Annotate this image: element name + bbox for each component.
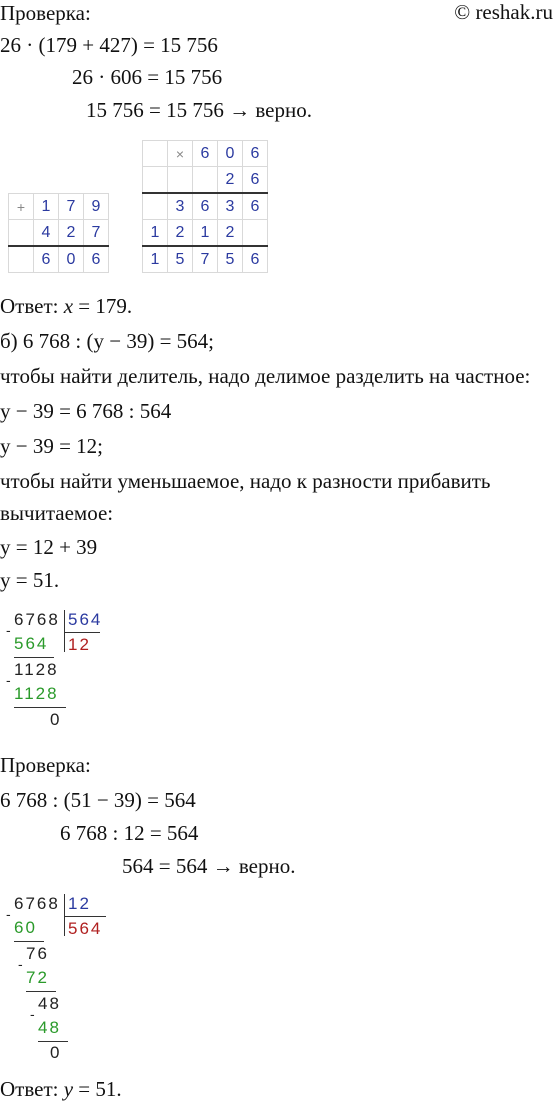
long-division-1: 6768 564 12 - 564 1128 - 1128 0 bbox=[6, 610, 103, 729]
check-line-3: 15 756 = 15 756 → верно. bbox=[86, 98, 312, 122]
step-2: y − 39 = 12; bbox=[0, 434, 104, 458]
grid-cell bbox=[143, 141, 168, 167]
answer-prefix: Ответ: bbox=[0, 1077, 64, 1101]
check-line-2: 26 · 606 = 15 756 bbox=[72, 65, 223, 89]
mul-digit: 6 bbox=[243, 141, 268, 167]
add-result-digit: 0 bbox=[59, 246, 84, 273]
mul-digit: 6 bbox=[243, 167, 268, 194]
answer-prefix: Ответ: bbox=[0, 294, 64, 318]
rule-minuend-b: вычитаемое: bbox=[0, 501, 114, 525]
step-4: y = 51. bbox=[0, 568, 60, 592]
mul-result-digit: 7 bbox=[193, 246, 218, 273]
add-digit: 1 bbox=[34, 194, 59, 220]
partial-digit: 6 bbox=[243, 193, 268, 220]
rule-divisor: чтобы найти делитель, надо делимое разделить на частное: bbox=[0, 364, 531, 388]
subtrahend-1: 564 bbox=[14, 634, 49, 653]
add-digit: 7 bbox=[59, 194, 84, 220]
add-digit: 7 bbox=[84, 220, 109, 247]
grid-cell bbox=[168, 167, 193, 194]
partial-digit: 2 bbox=[218, 220, 243, 247]
mul-result-digit: 1 bbox=[143, 246, 168, 273]
plus-sign: + bbox=[9, 194, 34, 220]
answer-value: = 179. bbox=[73, 294, 133, 318]
answer-variable: y bbox=[63, 1077, 74, 1101]
divisor: 12 bbox=[68, 894, 91, 913]
check2-line-3: 564 = 564 → верно. bbox=[122, 854, 296, 878]
partial-digit: 2 bbox=[168, 220, 193, 247]
step-3: y = 12 + 39 bbox=[0, 535, 98, 559]
grid-cell bbox=[243, 220, 268, 247]
check-line-1: 26 · (179 + 427) = 15 756 bbox=[0, 33, 218, 57]
mul-digit: 6 bbox=[193, 141, 218, 167]
divisor: 564 bbox=[68, 610, 103, 629]
addition-grid bbox=[8, 193, 109, 273]
partial-digit: 1 bbox=[143, 220, 168, 247]
mul-digit: 0 bbox=[218, 141, 243, 167]
partial-digit: 6 bbox=[193, 193, 218, 220]
long-division-2: 6768 12 564 - 60 76 - 72 48 - 48 0 bbox=[6, 892, 126, 1062]
add-result-digit: 6 bbox=[34, 246, 59, 273]
dividend: 6768 bbox=[14, 610, 60, 629]
answer-line-2 bbox=[0, 1076, 122, 1102]
remainder-1: 1128 bbox=[14, 660, 59, 679]
subtrahend-2: 1128 bbox=[14, 684, 59, 703]
remainder-2: 48 bbox=[38, 994, 61, 1013]
remainder-2: 0 bbox=[50, 710, 62, 729]
mul-digit: 2 bbox=[218, 167, 243, 194]
answer-variable: x bbox=[63, 294, 74, 318]
answer-value: = 51. bbox=[73, 1077, 122, 1101]
mul-result-digit: 5 bbox=[218, 246, 243, 273]
quotient: 12 bbox=[68, 635, 91, 654]
remainder-3: 0 bbox=[50, 1043, 62, 1062]
grid-cell bbox=[143, 167, 168, 194]
mul-result-digit: 6 bbox=[243, 246, 268, 273]
check-title-1: Проверка: bbox=[0, 1, 91, 25]
add-digit: 9 bbox=[84, 194, 109, 220]
grid-cell bbox=[9, 220, 34, 247]
site-watermark: © reshak.ru bbox=[454, 0, 553, 24]
remainder-1: 76 bbox=[26, 944, 49, 963]
mul-result-digit: 5 bbox=[168, 246, 193, 273]
check2-line-2: 6 768 : 12 = 564 bbox=[60, 821, 199, 845]
grid-cell bbox=[143, 193, 168, 220]
subtrahend-1: 60 bbox=[14, 918, 37, 937]
subtrahend-2: 72 bbox=[26, 968, 49, 987]
partial-digit: 3 bbox=[168, 193, 193, 220]
part-b-equation: б) 6 768 : (y − 39) = 564; bbox=[0, 329, 215, 353]
partial-digit: 1 bbox=[193, 220, 218, 247]
grid-cell bbox=[9, 246, 34, 273]
check-title-2: Проверка: bbox=[0, 753, 91, 777]
step-1: y − 39 = 6 768 : 564 bbox=[0, 399, 172, 423]
add-result-digit: 6 bbox=[84, 246, 109, 273]
grid-cell bbox=[193, 167, 218, 194]
add-digit: 2 bbox=[59, 220, 84, 247]
subtrahend-3: 48 bbox=[38, 1018, 61, 1037]
add-digit: 4 bbox=[34, 220, 59, 247]
times-sign: × bbox=[168, 141, 193, 167]
check2-line-1: 6 768 : (51 − 39) = 564 bbox=[0, 788, 196, 812]
answer-line-1 bbox=[0, 293, 132, 319]
quotient: 564 bbox=[68, 919, 103, 938]
partial-digit: 3 bbox=[218, 193, 243, 220]
multiplication-grid bbox=[142, 140, 268, 273]
rule-minuend-a: чтобы найти уменьшаемое, надо к разности прибавить bbox=[0, 469, 491, 493]
dividend: 6768 bbox=[14, 894, 60, 913]
